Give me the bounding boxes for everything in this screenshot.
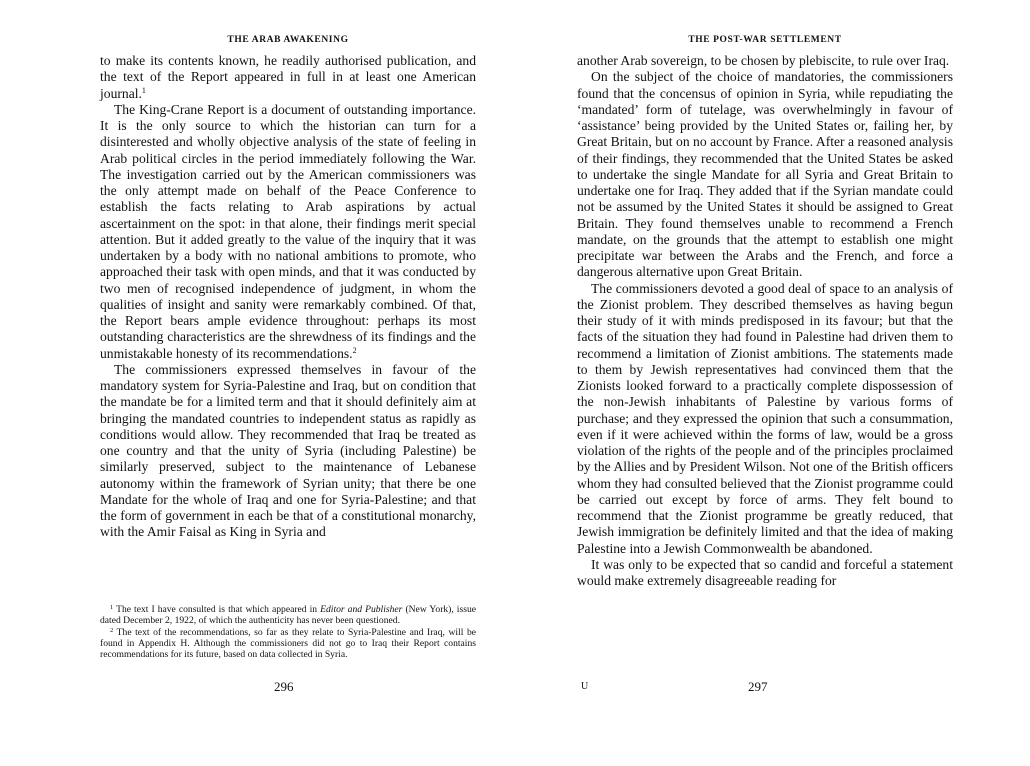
- right-page: [515, 0, 1030, 766]
- paragraph: The commissioners expressed themselves in favour of the mandatory system for Syria-Palestine and Iraq, but on condition that the mandate be for a limited term and that it should definitely aim at bringing the mandated countries to independent status as rapidly as conditions would allow. They recommended that Iraq be treated as one country and that the unity of Syria (including Palestine) be similarly preserved, subject to the maintenance of Lebanese autonomy within the framework of Syrian unity; that there be one Mandate for the whole of Iraq and one for Syria-Palestine; and that the form of government in each be that of a constitutional monarchy, with the Amir Faisal as King in Syria and: [100, 361, 476, 540]
- paragraph: another Arab sovereign, to be chosen by plebiscite, to rule over Iraq.: [577, 53, 950, 68]
- page-number-left: 296: [274, 679, 294, 694]
- paragraph: The King-Crane Report is a document of outstanding importance. It is the only source to which the historian can turn for a disinterested and wholly objective analysis of the state of feeling in Arab political circles in the period immediately following the War. The investigation carried out by the American commissioners was the only attempt made on behalf of the Peace Conference to establish the facts relating to Arab aspirations by actual ascertainment on the spot: in that alone, their findings merit special attention. But it added greatly to the value of the inquiry that it was undertaken by a body with no national ambitions to promote, who approached their task with open minds, and that it was conducted by two men of recognised independence of judgment, in whom the qualities of insight and sanity were remarkably combined. Of that, the Report bears ample evidence throughout: perhaps its most outstanding characteristics are the shrewdness of its findings and the unmistakable honesty of its recommendations.$^2$: [100, 101, 476, 361]
- right-page-body: [577, 53, 953, 589]
- paragraph: It was only to be expected that so candid and forceful a statement would make extremely disagreeable reading for: [577, 556, 953, 588]
- footnote-marker: 1: [141, 85, 146, 95]
- paragraph: to make its contents known, he readily authorised publication, and the text of the Report appeared in full in at least one American journal.$^1$: [100, 53, 476, 101]
- page-number-right: 297: [748, 679, 768, 694]
- paragraph: The commissioners devoted a good deal of space to an analysis of the Zionist problem. They described themselves as having begun their study of it with minds predisposed in its favour; but that the facts of the situation they had found in Palestine had driven them to recommend a limitation of Zionist ambitions. The statements made to them by Jewish representatives had convinced them that the Zionists looked forward to a practically complete dispossession of the non-Jewish inhabitants of Palestine by various forms of purchase; and they expressed the opinion that such a consummation, even if it were achieved within the forms of law, would be a gross violation of the rights of the people and of the principles proclaimed by the Allies and by President Wilson. Not one of the British officers whom they had consulted believed that the Zionist programme could be carried out except by force of arms. They felt bound to recommend that the Zionist programme be greatly reduced, that Jewish immigration be definitely limited and that the idea of making Palestine into a Jewish Commonwealth be abandoned.: [577, 280, 953, 556]
- running-head-left: THE ARAB AWAKENING: [227, 35, 349, 45]
- signature-mark: U: [581, 681, 589, 692]
- footnote: $^1$ The text I have consulted is that which appeared in Editor and Publisher (New York), issue dated December 2, 1922, of which the authenticity has never been questioned.: [100, 604, 476, 627]
- footnote-marker: 2: [352, 345, 357, 355]
- running-head-right: THE POST-WAR SETTLEMENT: [688, 35, 842, 45]
- footnote: $^2$ The text of the recommendations, so far as they relate to Syria-Palestine and Iraq, will be found in Appendix H. Although the commissioners did not go to Iraq their Report contains recommendations for its future, based on data collected in Syria.: [100, 626, 477, 661]
- footnotes: [100, 604, 476, 660]
- paragraph: On the subject of the choice of mandatories, the commissioners found that the concensus of opinion in Syria, while repudiating the ‘mandated’ form of tutelage, was overwhelmingly in favour of ‘assistance’ being provided by the United States or, failing her, by Great Britain, but on no account by France. After a reasoned analysis of their findings, they recommended that the United States be asked to undertake the single Mandate for all Syria and Great Britain to undertake one for Iraq. They added that if the Syrian mandate could not be assumed by the United States it should be assigned to Great Britain. They found themselves unable to recommend a French mandate, on the grounds that the attempt to establish one might precipitate war between the Arabs and the French, and force a dangerous alternative upon Great Britain.: [577, 69, 953, 280]
- left-page-body: [100, 53, 476, 541]
